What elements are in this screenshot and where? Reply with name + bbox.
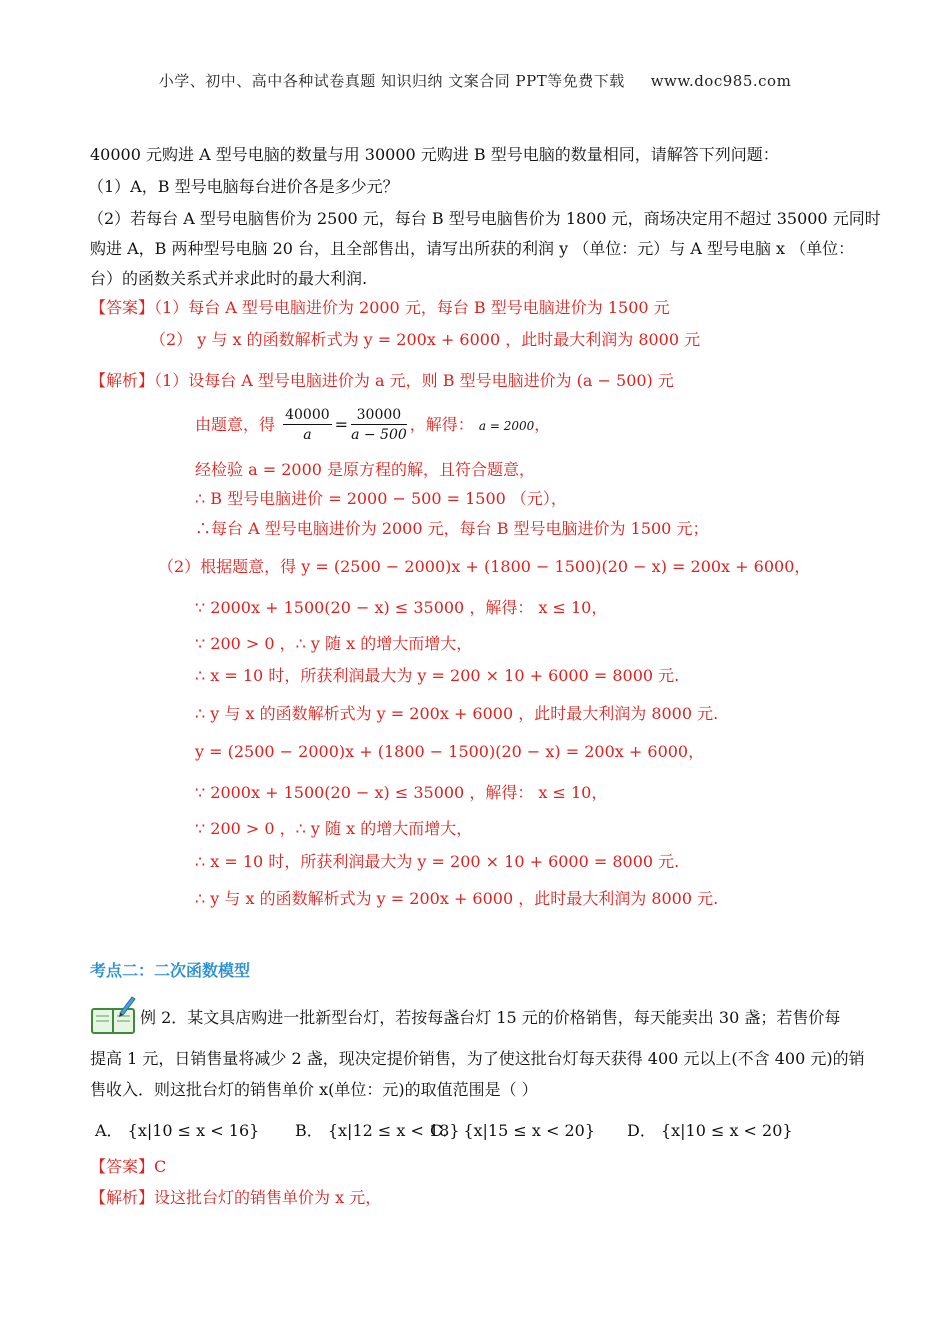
analysis1-l10: ∴ y 与 x 的函数解析式为 y = 200x + 6000 ，此时最大利润为 8000 元. [195, 704, 719, 723]
analysis1-l4: ∴ B 型号电脑进价 = 2000 − 500 = 1500 （元）， [195, 489, 567, 508]
analysis1-l14: ∴ x = 10 时，所获利润最大为 y = 200 × 10 + 6000 = 8000 元. [195, 852, 680, 871]
problem2-line3: 售收入．则这批台灯的销售单价 x(单位：元)的取值范围是（ ） [90, 1080, 538, 1099]
option-b[interactable]: B． {x|12 ≤ x < 18} [295, 1121, 460, 1140]
problem2-line1: 例 2．某文具店购进一批新型台灯，若按每盏台灯 15 元的价格销售，每天能卖出 30 盏；若售价每 [140, 1008, 841, 1027]
answer2-label: 【答案】 [90, 1157, 155, 1176]
analysis1-l13: ∵ 200 > 0 ，∴ y 随 x 的增大而增大， [195, 819, 473, 838]
section2-title: 考点二：二次函数模型 [90, 961, 251, 980]
fraction-1-numerator: 40000 [285, 407, 330, 423]
fraction-2-numerator: 30000 [351, 406, 407, 425]
analysis1-l9: ∴ x = 10 时，所获利润最大为 y = 200 × 10 + 6000 = 8000 元. [195, 666, 680, 685]
option-c[interactable]: C． {x|15 ≤ x < 20} [430, 1121, 596, 1140]
header-text: 小学、初中、高中各种试卷真题 知识归纳 文案合同 PPT等免费下载 [158, 72, 625, 90]
analysis1-l6: （2）根据题意，得 y = (2500 − 2000)x + (1800 − 1500)(20 − x) = 200x + 6000， [158, 557, 811, 576]
answer1-line1 [90, 297, 670, 319]
analysis-label: 【解析】 [90, 371, 155, 390]
analysis2-line [90, 1187, 381, 1209]
problem1-q2-line1: （2）若每台 A 型号电脑售价为 2500 元，每台 B 型号电脑售价为 1800 元，商场决定用不超过 35000 元同时 [88, 209, 881, 228]
problem1-intro: 40000 元购进 A 型号电脑的数量与用 30000 元购进 B 型号电脑的数量相同，请解答下列问题： [90, 145, 779, 164]
analysis1-line2: 由题意，得 $\frac{40000}{a}$ = $\frac{30000}{a - 500}$ ，解得： a = 2000， [195, 407, 551, 443]
analysis1-l7: ∵ 2000x + 1500(20 − x) ≤ 35000 ，解得： x ≤ 10， [195, 598, 608, 617]
analysis1-l15: ∴ y 与 x 的函数解析式为 y = 200x + 6000 ，此时最大利润为 8000 元. [195, 889, 719, 908]
header-url[interactable]: www.doc985.com [650, 72, 792, 90]
analysis1-l2-post: ，解得： [409, 415, 474, 434]
option-d[interactable]: D． {x|10 ≤ x < 20} [627, 1121, 793, 1140]
answer1-a1: （1）每台 A 型号电脑进价为 2000 元，每台 B 型号电脑进价为 1500 元 [154, 298, 670, 317]
answer2-line [90, 1156, 166, 1178]
problem1-q2-line2: 购进 A，B 两种型号电脑 20 台，且全部售出，请写出所获的利润 y （单位：元）与 A 型号电脑 x （单位： [90, 239, 855, 258]
problem2-line2: 提高 1 元，日销售量将减少 2 盏，现决定提价销售，为了使这批台灯每天获得 400 元以上(不含 400 元)的销 [90, 1049, 865, 1068]
problem1-q2-line3: 台）的函数关系式并求此时的最大利润. [90, 269, 368, 288]
analysis1-l2-pre: 由题意，得 [195, 415, 276, 434]
answer-label: 【答案】 [90, 298, 155, 317]
fraction-1 [283, 406, 332, 445]
analysis1-l3: 经检验 a = 2000 是原方程的解，且符合题意， [195, 460, 536, 479]
analysis1-l12: ∵ 2000x + 1500(20 − x) ≤ 35000 ，解得： x ≤ 10， [195, 783, 608, 802]
analysis1-l5: ∴每台 A 型号电脑进价为 2000 元，每台 B 型号电脑进价为 1500 元； [195, 519, 709, 538]
fraction-2-denominator: a − 500 [351, 427, 407, 443]
analysis1-l11: y = (2500 − 2000)x + (1800 − 1500)(20 − x) = 200x + 6000， [195, 742, 705, 761]
analysis2-label: 【解析】 [90, 1188, 155, 1207]
analysis1-l8: ∵ 200 > 0 ，∴ y 随 x 的增大而增大， [195, 634, 473, 653]
problem1-q1: （1）A，B 型号电脑每台进价各是多少元？ [88, 177, 399, 196]
fraction-1-denominator: a [303, 427, 312, 443]
analysis1-l1: （1）设每台 A 型号电脑进价为 a 元，则 B 型号电脑进价为 (a − 500) 元 [154, 371, 674, 390]
analysis1-line1 [90, 370, 674, 392]
page-header [0, 70, 950, 91]
analysis1-l2-solution: a = 2000 [478, 419, 535, 433]
fraction-2 [351, 406, 407, 445]
analysis2-l1: 设这批台灯的销售单价为 x 元， [154, 1188, 382, 1207]
option-a[interactable]: A． {x|10 ≤ x < 16} [95, 1121, 260, 1140]
answer1-a2: （2） y 与 x 的函数解析式为 y = 200x + 6000 ，此时最大利润为 8000 元 [150, 330, 701, 349]
book-pencil-icon [90, 995, 136, 1035]
answer2-value: C [154, 1157, 167, 1176]
